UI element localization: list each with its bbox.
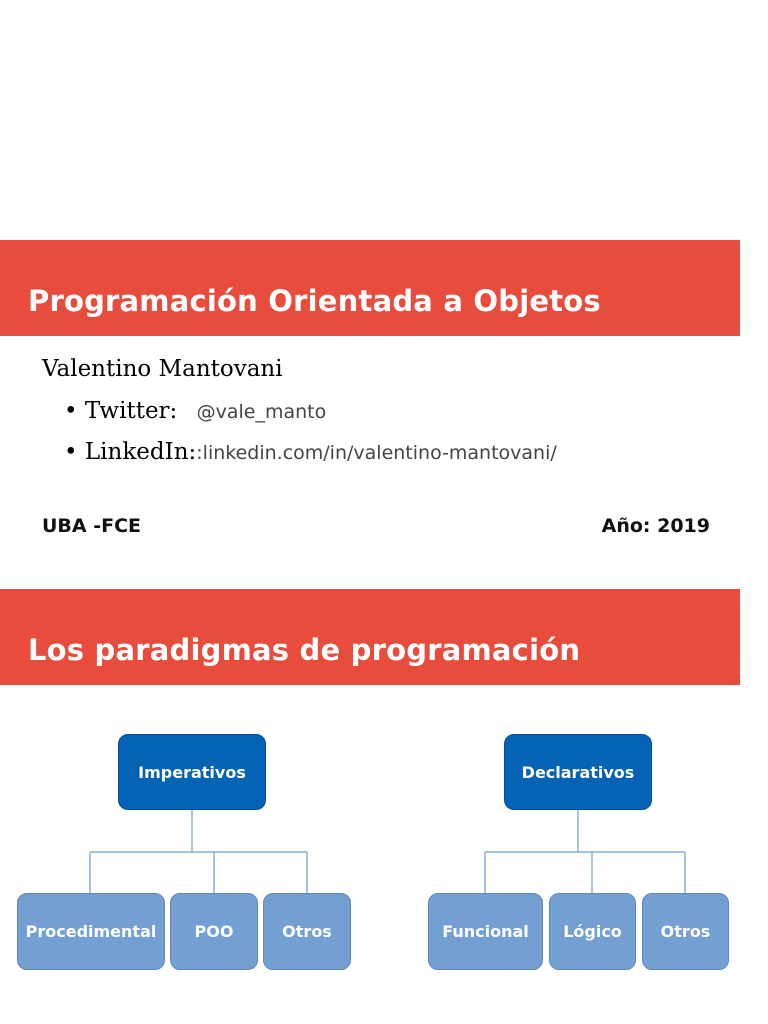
year-label: Año: 2019 [601, 515, 710, 537]
node-procedimental: Procedimental [17, 893, 165, 970]
bullet: • [64, 398, 78, 424]
bullet: • [64, 439, 78, 465]
author-name: Valentino Mantovani [42, 356, 283, 382]
node-funcional: Funcional [428, 893, 543, 970]
node-otros-declarativos: Otros [642, 893, 729, 970]
twitter-label: Twitter: [84, 398, 178, 424]
node-imperativos: Imperativos [118, 734, 266, 810]
slide1-title: Programación Orientada a Objetos [28, 284, 601, 318]
node-logico: Lógico [549, 893, 636, 970]
linkedin-url: :linkedin.com/in/valentino-mantovani/ [196, 442, 557, 464]
twitter-handle: @vale_manto [196, 401, 327, 423]
institution-label: UBA -FCE [42, 515, 142, 537]
slide2-title: Los paradigmas de programación [28, 633, 581, 667]
node-otros-imperativos: Otros [263, 893, 351, 970]
linkedin-label: LinkedIn: [84, 439, 197, 465]
node-poo: POO [170, 893, 258, 970]
node-declarativos: Declarativos [504, 734, 652, 810]
